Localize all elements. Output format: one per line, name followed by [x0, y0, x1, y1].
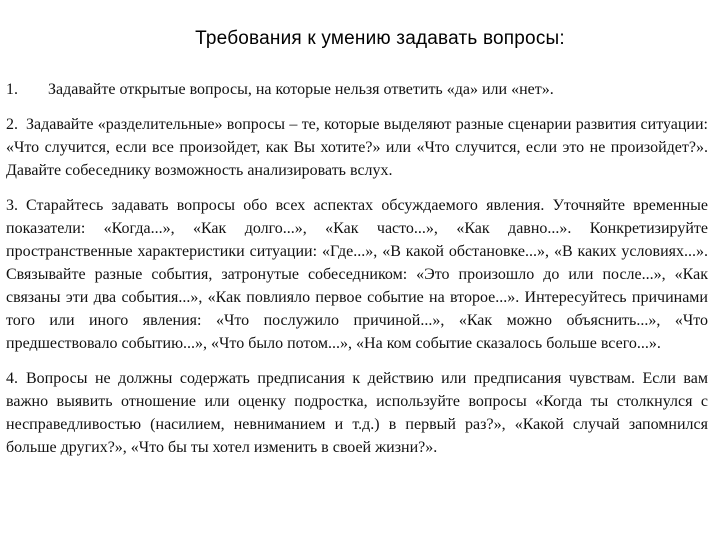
item-text-3: Старайтесь задавать вопросы обо всех аспектах обсуждаемого явления. Уточняйте временные показатели: «Когда...», «Как долго...», «Как часто...», «Как давно...». Конкретизируйте пространственные характеристики ситуации: «Где...», «В какой обстановке...», «В каких условиях...». Связывайте разные события, затронутые собеседником: «Это произошло до или после...», «Как связаны эти два события...», «Как повлияло первое событие на второе...». Интересуйтесь причинами того или иного явления: «Что послужило причиной...», «Как можно объяснить...», «Что предшествовало событию...», «Что было потом...», «На ком событие сказалось больше всего...». [6, 197, 708, 352]
page-title: Требования к умению задавать вопросы: [195, 28, 565, 49]
item-number-4: 4. [6, 370, 18, 387]
list-item-3 [6, 194, 708, 355]
list-item-1 [6, 78, 708, 101]
item-number-3: 3. [6, 197, 18, 214]
item-text-1: Задавайте открытые вопросы, на которые нельзя ответить «да» или «нет». [48, 81, 554, 98]
item-text-2: Задавайте «разделительные» вопросы – те, которые выделяют разные сценарии развития ситуации: «Что случится, если все произойдет, как Вы хотите?» или «Что случится, если это не произойдет?». Давайте собеседнику возможность анализировать вслух. [6, 116, 708, 179]
item-number-2: 2. [6, 116, 18, 133]
item-number-1: 1. [6, 81, 18, 98]
list-item-4 [6, 367, 708, 459]
item-text-4: Вопросы не должны содержать предписания к действию или предписания чувствам. Если вам важно выявить отношение или оценку подростка, используйте вопросы «Когда ты столкнулся с несправедливостью (насилием, невниманием и т.д.) в первый раз?», «Какой случай запомнился больше других?», «Что бы ты хотел изменить в своей жизни?». [6, 370, 708, 456]
list-item-2 [6, 113, 708, 182]
requirements-list [6, 78, 708, 459]
